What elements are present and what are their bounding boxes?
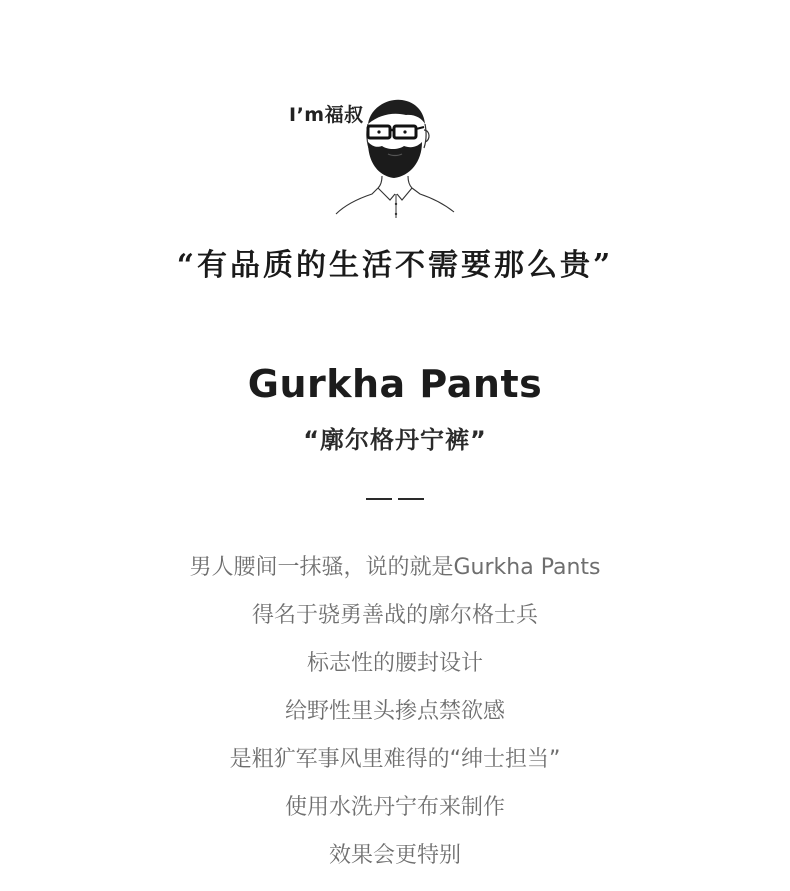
description-line: 使用水洗丹宁布来制作	[284, 795, 505, 820]
bearded-man-avatar-icon	[332, 90, 462, 220]
slogan: “有品质的生活不需要那么贵”	[176, 248, 614, 283]
description-line: 效果会更特别	[328, 843, 461, 868]
divider-dash	[366, 498, 392, 500]
description-line: 得名于骁勇善战的廓尔格士兵	[251, 603, 538, 628]
description-line: 标志性的腰封设计	[306, 651, 483, 676]
brand-header	[0, 90, 790, 220]
brand-label: I’m福叔	[289, 104, 364, 126]
description-line: 给野性里头掺点禁欲感	[284, 699, 505, 724]
divider-dash	[398, 498, 424, 500]
description-line: 是粗犷军事风里难得的“绅士担当”	[229, 747, 561, 772]
description-line: 男人腰间一抹骚，说的就是Gurkha Pants	[189, 555, 601, 580]
product-subtitle: “廓尔格丹宁裤”	[303, 426, 487, 454]
product-title: Gurkha Pants	[247, 362, 543, 406]
description-block	[0, 544, 790, 880]
section-divider	[366, 498, 424, 500]
